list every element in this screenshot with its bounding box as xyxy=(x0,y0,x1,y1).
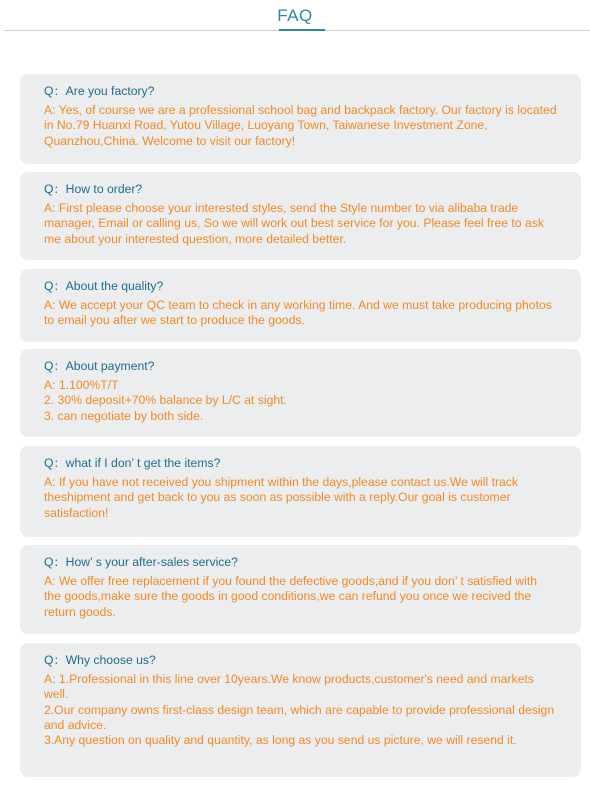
faq-question: Q：How to order? xyxy=(44,182,143,196)
faq-card-quality xyxy=(20,269,581,342)
faq-answer: A: 1.Professional in this line over 10years.We know products,customer's need and markets well. 2.Our company owns first-class design team, which are capable to provide professional design and advice. 3.Any question on quality and quantity, as long as you send us picture, we will resend it. xyxy=(44,672,555,748)
faq-question: Q：About the quality? xyxy=(44,279,164,293)
faq-question: Q：Are you factory? xyxy=(44,84,155,98)
faq-card-missing-items xyxy=(20,446,581,537)
faq-card-after-sales xyxy=(20,545,581,634)
faq-answer: A: We accept your QC team to check in any working time. And we must take producing photos to email you after we start to produce the goods. xyxy=(44,298,552,328)
faq-answer: A: If you have not received you shipment within the days,please contact us.We will track theshipment and get back to you as soon as possible with a reply.Our goal is customer satisfaction! xyxy=(44,475,518,520)
faq-answer: A: We offer free replacement if you found the defective goods,and if you don’ t satisfied with the goods,make sure the goods in good conditions,we can refund you once we recived the return goods. xyxy=(44,574,537,619)
faq-card-payment xyxy=(20,349,581,437)
faq-card-order xyxy=(20,172,581,260)
faq-answer: A: First please choose your interested styles, send the Style number to via alibaba trade manager, Email or calling us, So we will work out best service for you. Please feel free to ask me about your interested question, more detailed better. xyxy=(44,201,544,246)
faq-card-why-us xyxy=(20,643,581,777)
faq-answer: A: Yes, of course we are a professional school bag and backpack factory. Our factory is located in No.79 Huanxi Road, Yutou Village, Luoyang Town, Taiwanese Investment Zone, Quanzhou,China. Welcome to visit our factory! xyxy=(44,103,557,148)
faq-question: Q：How’ s your after-sales service? xyxy=(44,555,238,569)
faq-question: Q：what if I don’ t get the items? xyxy=(44,456,221,470)
faq-answer: A: 1.100%T/T 2. 30% deposit+70% balance by L/C at sight. 3. can negotiate by both side. xyxy=(44,378,287,423)
page-header xyxy=(0,0,590,32)
title-underline xyxy=(279,29,325,31)
page-title: FAQ xyxy=(277,6,313,25)
faq-card-factory xyxy=(20,74,581,164)
faq-question: Q：Why choose us? xyxy=(44,653,156,667)
faq-question: Q：About payment? xyxy=(44,359,155,373)
